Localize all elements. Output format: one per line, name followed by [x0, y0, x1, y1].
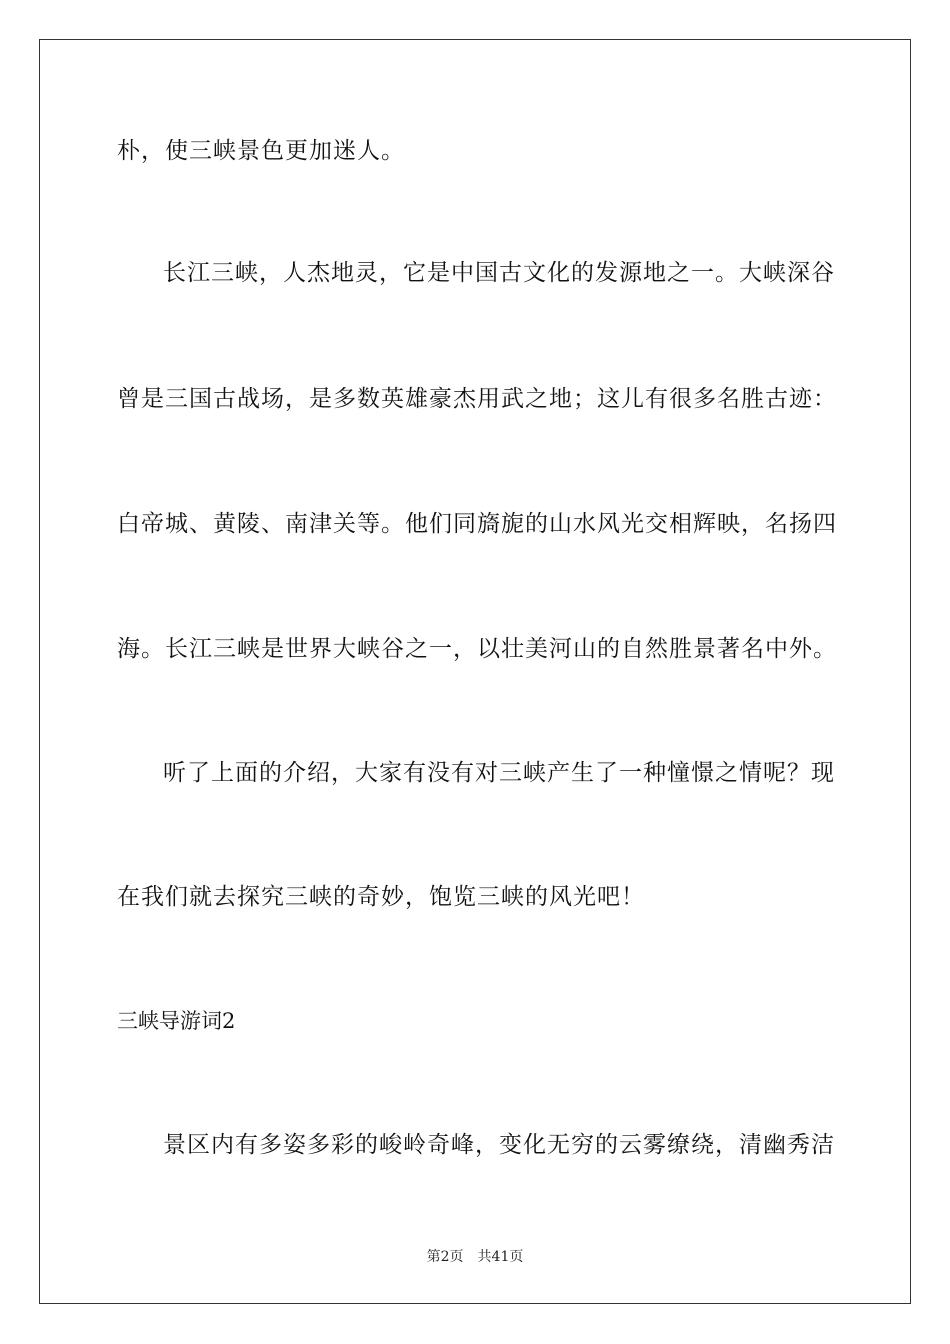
paragraph-line-2: 长江三峡，人杰地灵，它是中国古文化的发源地之一。大峡深谷: [163, 260, 835, 286]
page-number: 第2页: [426, 1249, 464, 1265]
page-border: [39, 39, 911, 1304]
paragraph-line-1: 朴，使三峡景色更加迷人。: [117, 138, 405, 164]
paragraph-line-8: 景区内有多姿多彩的峻岭奇峰，变化无穷的云雾缭绕，清幽秀洁: [163, 1132, 835, 1158]
paragraph-line-3: 曾是三国古战场，是多数英雄豪杰用武之地；这儿有很多名胜古迹：: [117, 386, 837, 412]
paragraph-line-4: 白帝城、黄陵、南津关等。他们同旖旎的山水风光交相辉映，名扬四: [117, 511, 837, 537]
paragraph-line-6: 听了上面的介绍，大家有没有对三峡产生了一种憧憬之情呢？现: [163, 760, 835, 786]
section-heading: 三峡导游词2: [117, 1009, 236, 1033]
paragraph-line-7: 在我们就去探究三峡的奇妙，饱览三峡的风光吧！: [117, 884, 645, 910]
page-footer: [0, 1248, 950, 1266]
paragraph-line-5: 海。长江三峡是世界大峡谷之一，以壮美河山的自然胜景著名中外。: [117, 636, 837, 662]
page-total: 共41页: [477, 1249, 524, 1265]
